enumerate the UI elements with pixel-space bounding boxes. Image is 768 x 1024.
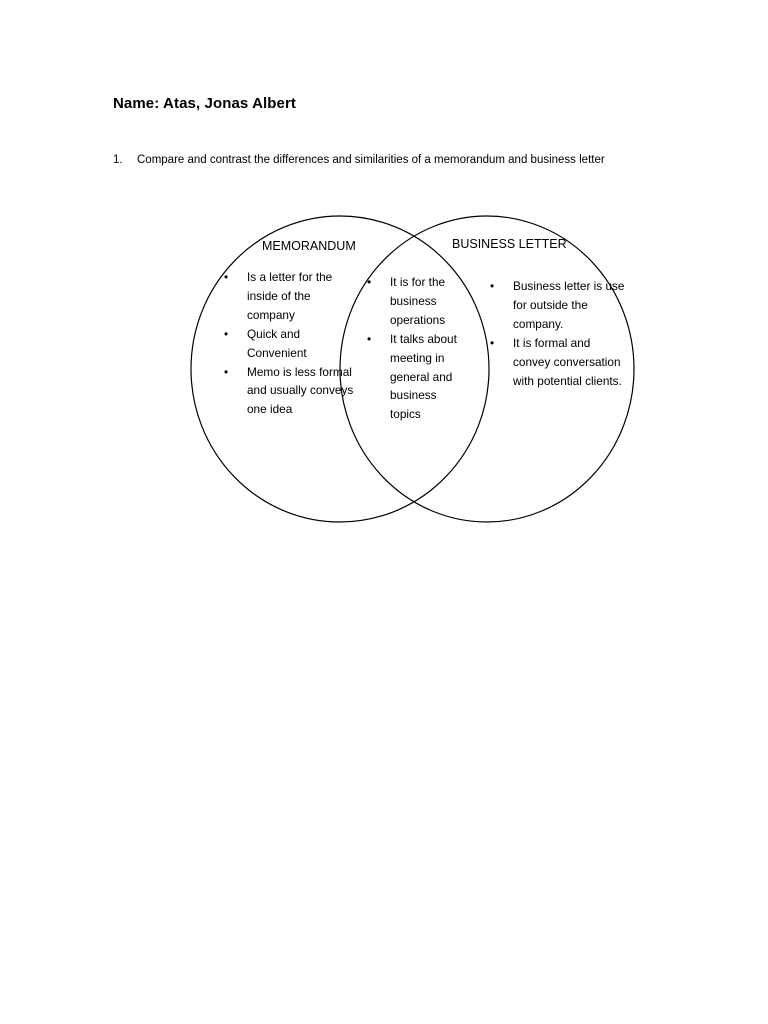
- list-item: • It is for the business operations: [367, 273, 457, 330]
- student-name: Name: Atas, Jonas Albert: [113, 95, 297, 112]
- list-item: • It talks about meeting in general and business topics: [367, 330, 457, 425]
- list-item: • Business letter is use for outside the company.: [490, 277, 630, 334]
- list-item: • Quick and Convenient: [224, 325, 354, 363]
- question-text: Compare and contrast the differences and similarities of a memorandum and business letter: [137, 154, 605, 166]
- business-letter-heading: BUSINESS LETTER: [452, 237, 567, 251]
- memorandum-heading: MEMORANDUM: [262, 239, 356, 253]
- list-item: • Is a letter for the inside of the company: [224, 268, 354, 325]
- question-number: 1.: [113, 154, 123, 166]
- business-letter-list: [490, 277, 630, 390]
- memorandum-list: [224, 268, 354, 419]
- list-item: • Memo is less formal and usually conveys one idea: [224, 363, 354, 420]
- similarities-list: [367, 273, 457, 424]
- list-item: • It is formal and convey conversation with potential clients.: [490, 334, 630, 391]
